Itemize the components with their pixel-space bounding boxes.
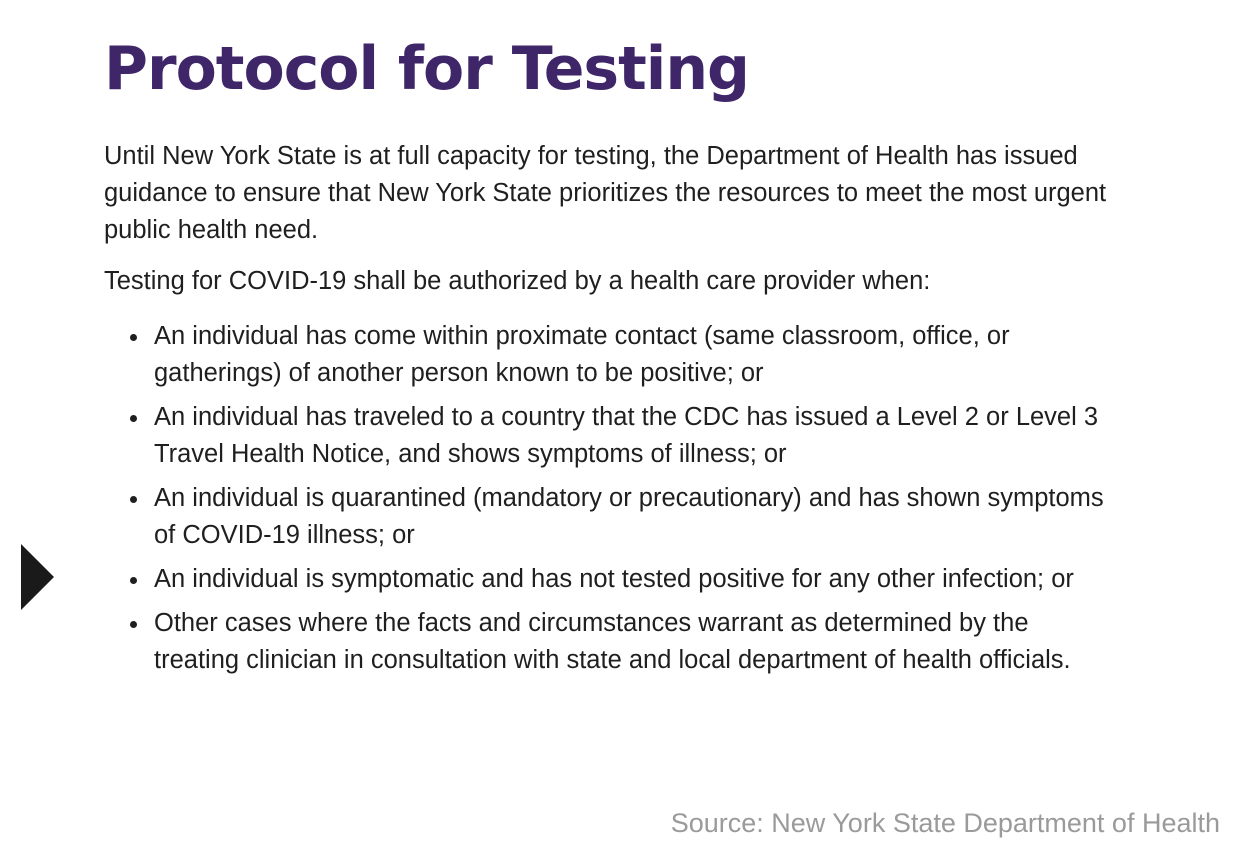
play-arrow-icon[interactable] [21, 544, 54, 610]
criteria-lead-text: Testing for COVID-19 shall be authorized by a health care provider when: [104, 267, 931, 295]
criteria-item: An individual is quarantined (mandatory or precautionary) and has shown symptoms of COVID-19 illness; or [104, 480, 1114, 554]
criteria-item: Other cases where the facts and circumstances warrant as determined by the treating clinician in consultation with state and local department of health officials. [104, 605, 1114, 679]
page-title: Protocol for Testing [104, 34, 750, 104]
criteria-item: An individual is symptomatic and has not tested positive for any other infection; or [104, 561, 1114, 598]
protocol-section [104, 28, 1114, 686]
intro-paragraph: Until New York State is at full capacity for testing, the Department of Health has issued guidance to ensure that New York State prioritizes the resources to meet the most urgent public health need. [104, 142, 1107, 244]
criteria-item: An individual has traveled to a country that the CDC has issued a Level 2 or Level 3 Travel Health Notice, and shows symptoms of illness; or [104, 399, 1114, 473]
criteria-item: An individual has come within proximate contact (same classroom, office, or gatherings) of another person known to be positive; or [104, 318, 1114, 392]
source-caption: Source: New York State Department of Health [670, 808, 1220, 838]
criteria-list [104, 318, 1114, 679]
